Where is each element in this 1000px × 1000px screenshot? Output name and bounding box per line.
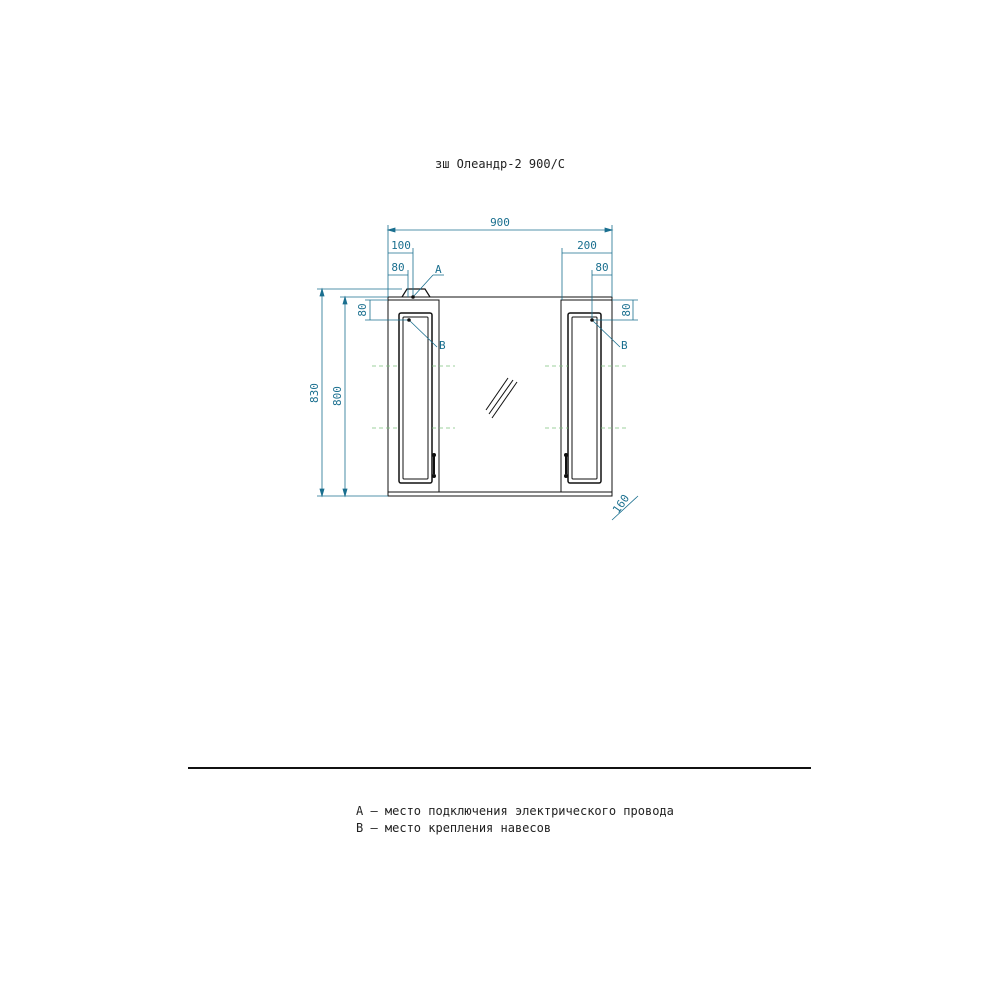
dim-left-inner: 80 bbox=[391, 261, 405, 274]
dim-top-left: 80 bbox=[356, 303, 369, 317]
marker-b-right: B bbox=[621, 339, 628, 352]
separator-line bbox=[188, 767, 811, 769]
dim-height-body: 800 bbox=[331, 386, 344, 406]
cabinet-outline bbox=[388, 289, 612, 496]
dim-depth: 160 bbox=[610, 492, 633, 516]
dim-right-offset: 200 bbox=[577, 239, 597, 252]
right-door-glass bbox=[572, 317, 597, 479]
dim-top-right: 80 bbox=[620, 303, 633, 317]
right-door-frame bbox=[568, 313, 601, 483]
dimension-lines bbox=[317, 225, 638, 520]
drawing-title: зш Олеандр-2 900/С bbox=[434, 157, 566, 171]
mirror-reflection-icon bbox=[486, 378, 517, 418]
dim-right-inner: 80 bbox=[595, 261, 609, 274]
left-door-glass bbox=[403, 317, 428, 479]
dim-width-total: 900 bbox=[490, 216, 510, 229]
wire-outlet-cap bbox=[402, 289, 430, 297]
legend bbox=[356, 803, 674, 837]
dim-height-total: 830 bbox=[308, 383, 321, 403]
left-door-frame bbox=[399, 313, 432, 483]
legend-line-a: А – место подключения электрического провода bbox=[356, 804, 674, 818]
shelf-guides bbox=[372, 366, 628, 428]
dim-left-offset: 100 bbox=[391, 239, 411, 252]
marker-b-left: B bbox=[439, 339, 446, 352]
marker-a: A bbox=[435, 263, 442, 276]
legend-line-b: В – место крепления навесов bbox=[356, 821, 552, 835]
hanger-points bbox=[407, 295, 594, 322]
cabinet-body bbox=[388, 297, 612, 496]
